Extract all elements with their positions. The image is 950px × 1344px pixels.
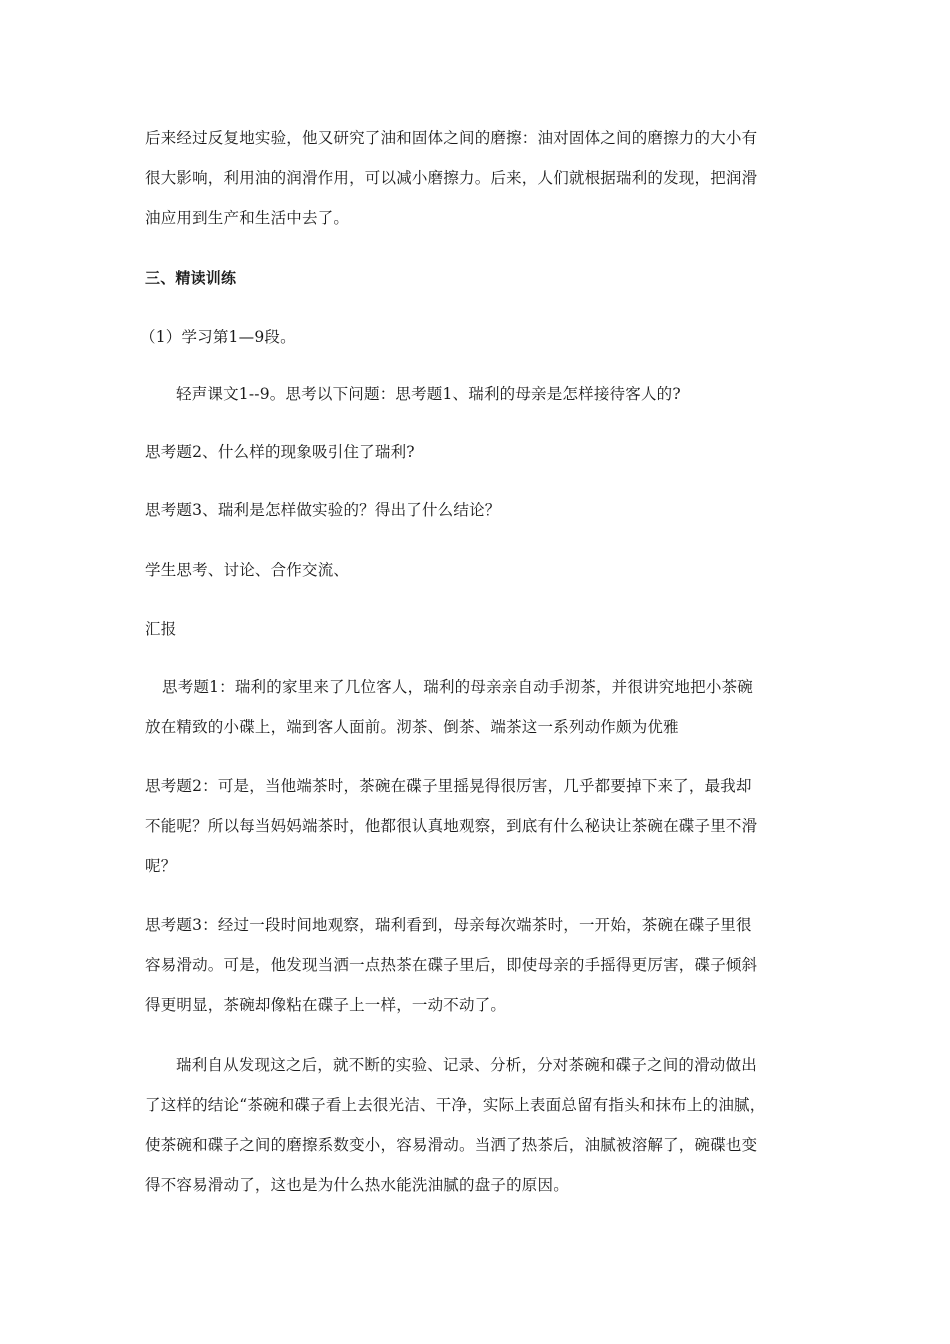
paragraph-1-line-3: 油应用到生产和生活中去了。 bbox=[145, 209, 350, 227]
conclusion-line-1: 瑞利自从发现这之后，就不断的实验、记录、分析，分对茶碗和碟子之间的滑动做出 bbox=[176, 1056, 757, 1074]
answer-2-line-3: 呢？ bbox=[145, 857, 177, 875]
paragraph-1-line-1: 后来经过反复地实验，他又研究了油和固体之间的磨擦：油对固体之间的磨擦力的大小有 bbox=[145, 129, 758, 147]
answer-3-line-3: 得更明显，茶碗却像粘在碟子上一样，一动不动了。 bbox=[145, 996, 507, 1014]
student-activity-text: 学生思考、讨论、合作交流、 bbox=[145, 561, 350, 579]
report-text: 汇报 bbox=[145, 620, 177, 638]
answer-3-line-2: 容易滑动。可是，他发现当洒一点热茶在碟子里后，即使母亲的手摇得更厉害，碟子倾斜 bbox=[145, 956, 758, 974]
instruction-text: 轻声课文1--9。思考以下问题：思考题1、瑞利的母亲是怎样接待客人的? bbox=[176, 385, 681, 403]
step-1-text: （1）学习第1—9段。 bbox=[140, 328, 296, 346]
question-3-text: 思考题3、瑞利是怎样做实验的？得出了什么结论？ bbox=[145, 501, 501, 519]
answer-1-line-1: 思考题1：瑞利的家里来了几位客人，瑞利的母亲亲自动手沏茶，并很讲究地把小茶碗 bbox=[162, 678, 753, 696]
answer-1-line-2: 放在精致的小碟上，端到客人面前。沏茶、倒茶、端茶这一系列动作颇为优雅 bbox=[145, 718, 679, 736]
section-heading: 三、精读训练 bbox=[145, 269, 237, 287]
paragraph-1-line-2: 很大影响，利用油的润滑作用，可以减小磨擦力。后来，人们就根据瑞利的发现，把润滑 bbox=[145, 169, 758, 187]
question-2-text: 思考题2、什么样的现象吸引住了瑞利? bbox=[145, 443, 415, 461]
answer-3-line-1: 思考题3：经过一段时间地观察，瑞利看到，母亲每次端茶时，一开始，茶碗在碟子里很 bbox=[145, 916, 752, 934]
answer-2-line-1: 思考题2：可是，当他端茶时，茶碗在碟子里摇晃得很厉害，几乎都要掉下来了，最我却 bbox=[145, 777, 752, 795]
conclusion-line-4: 得不容易滑动了，这也是为什么热水能洗油腻的盘子的原因。 bbox=[145, 1176, 569, 1194]
conclusion-line-2: 了这样的结论“茶碗和碟子看上去很光洁、干净，实际上表面总留有指头和抹布上的油腻， bbox=[145, 1096, 766, 1114]
conclusion-line-3: 使茶碗和碟子之间的磨擦系数变小，容易滑动。当洒了热茶后，油腻被溶解了，碗碟也变 bbox=[145, 1136, 758, 1154]
answer-2-line-2: 不能呢？所以每当妈妈端茶时，他都很认真地观察，到底有什么秘诀让茶碗在碟子里不滑 bbox=[145, 817, 758, 835]
